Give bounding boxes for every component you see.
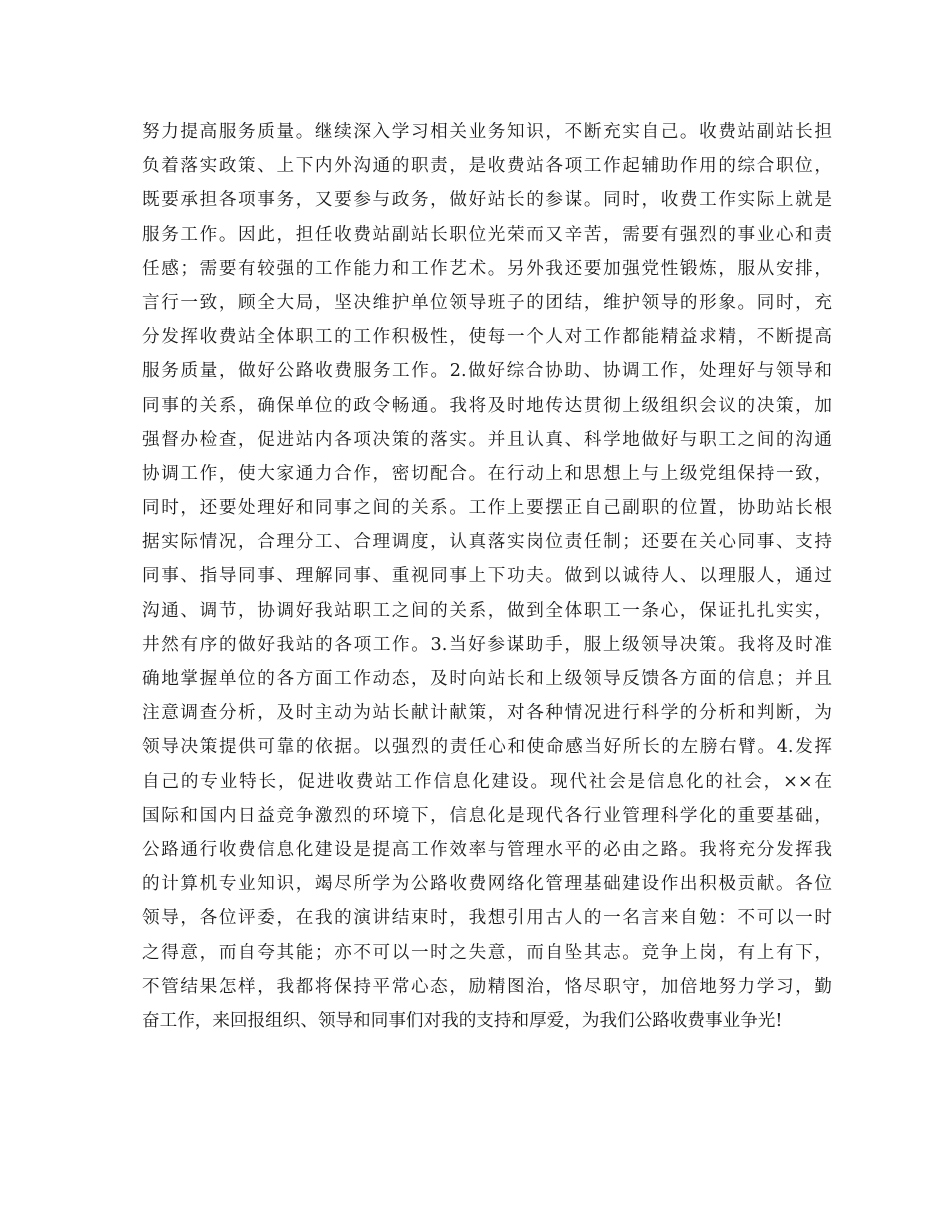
text-line: 分发挥收费站全体职工的工作积极性，使每一个人对工作都能精益求精，不断提高 — [142, 327, 832, 348]
text-line: 之得意，而自夸其能；亦不可以一时之失意，而自坠其志。竞争上岗，有上有下， — [142, 942, 832, 963]
text-line: 协调工作，使大家通力合作，密切配合。在行动上和思想上与上级党组保持一致， — [142, 463, 832, 484]
text-line: 确地掌握单位的各方面工作动态，及时向站长和上级领导反馈各方面的信息；并且 — [142, 669, 832, 689]
text-line: 同事、指导同事、理解同事、重视同事上下功夫。做到以诚待人、以理服人，通过 — [142, 566, 832, 587]
text-line: 注意调查分析，及时主动为站长献计献策，对各种情况进行科学的分析和判断，为 — [142, 703, 832, 724]
text-line: 沟通、调节，协调好我站职工之间的关系，做到全体职工一条心，保证扎扎实实， — [142, 600, 832, 621]
text-line: 井然有序的做好我站的各项工作。3.当好参谋助手，服上级领导决策。我将及时准 — [142, 634, 832, 655]
text-line: 的计算机专业知识，竭尽所学为公路收费网络化管理基础建设作出积极贡献。各位 — [142, 874, 832, 895]
text-line: 既要承担各项事务，又要参与政务，做好站长的参谋。同时，收费工作实际上就是 — [142, 190, 832, 211]
text-line: 努力提高服务质量。继续深入学习相关业务知识，不断充实自己。收费站副站长担 — [142, 122, 832, 142]
text-line: 负着落实政策、上下内外沟通的职责，是收费站各项工作起辅助作用的综合职位， — [142, 156, 832, 177]
text-line: 服务工作。因此，担任收费站副站长职位光荣而又辛苦，需要有强烈的事业心和责 — [142, 224, 832, 245]
text-line: 服务质量，做好公路收费服务工作。2.做好综合协助、协调工作，处理好与领导和 — [142, 361, 832, 382]
text-line: 公路通行收费信息化建设是提高工作效率与管理水平的必由之路。我将充分发挥我 — [142, 839, 832, 860]
text-line: 同时，还要处理好和同事之间的关系。工作上要摆正自己副职的位置，协助站长根 — [142, 498, 832, 519]
text-line: 国际和国内日益竞争激烈的环境下，信息化是现代各行业管理科学化的重要基础， — [142, 805, 832, 826]
text-line: 据实际情况，合理分工、合理调度，认真落实岗位责任制；还要在关心同事、支持 — [142, 532, 832, 553]
text-line: 强督办检查，促进站内各项决策的落实。并且认真、科学地做好与职工之间的沟通 — [142, 429, 832, 450]
text-line: 言行一致，顾全大局，坚决维护单位领导班子的团结，维护领导的形象。同时，充 — [142, 292, 832, 313]
text-line: 不管结果怎样，我都将保持平常心态，励精图治，恪尽职守，加倍地努力学习，勤 — [142, 976, 832, 997]
text-line: 奋工作，来回报组织、领导和同事们对我的支持和厚爱，为我们公路收费事业争光! — [142, 1010, 783, 1031]
body-text — [142, 115, 832, 1038]
text-line: 领导，各位评委，在我的演讲结束时，我想引用古人的一名言来自勉：不可以一时 — [142, 908, 832, 929]
text-line: 自己的专业特长，促进收费站工作信息化建设。现代社会是信息化的社会，××在 — [142, 771, 832, 792]
text-line: 同事的关系，确保单位的政令畅通。我将及时地传达贯彻上级组织会议的决策，加 — [142, 395, 832, 416]
text-line: 任感；需要有较强的工作能力和工作艺术。另外我还要加强党性锻炼，服从安排， — [142, 258, 832, 279]
text-line: 领导决策提供可靠的依据。以强烈的责任心和使命感当好所长的左膀右臂。4.发挥 — [142, 737, 832, 758]
